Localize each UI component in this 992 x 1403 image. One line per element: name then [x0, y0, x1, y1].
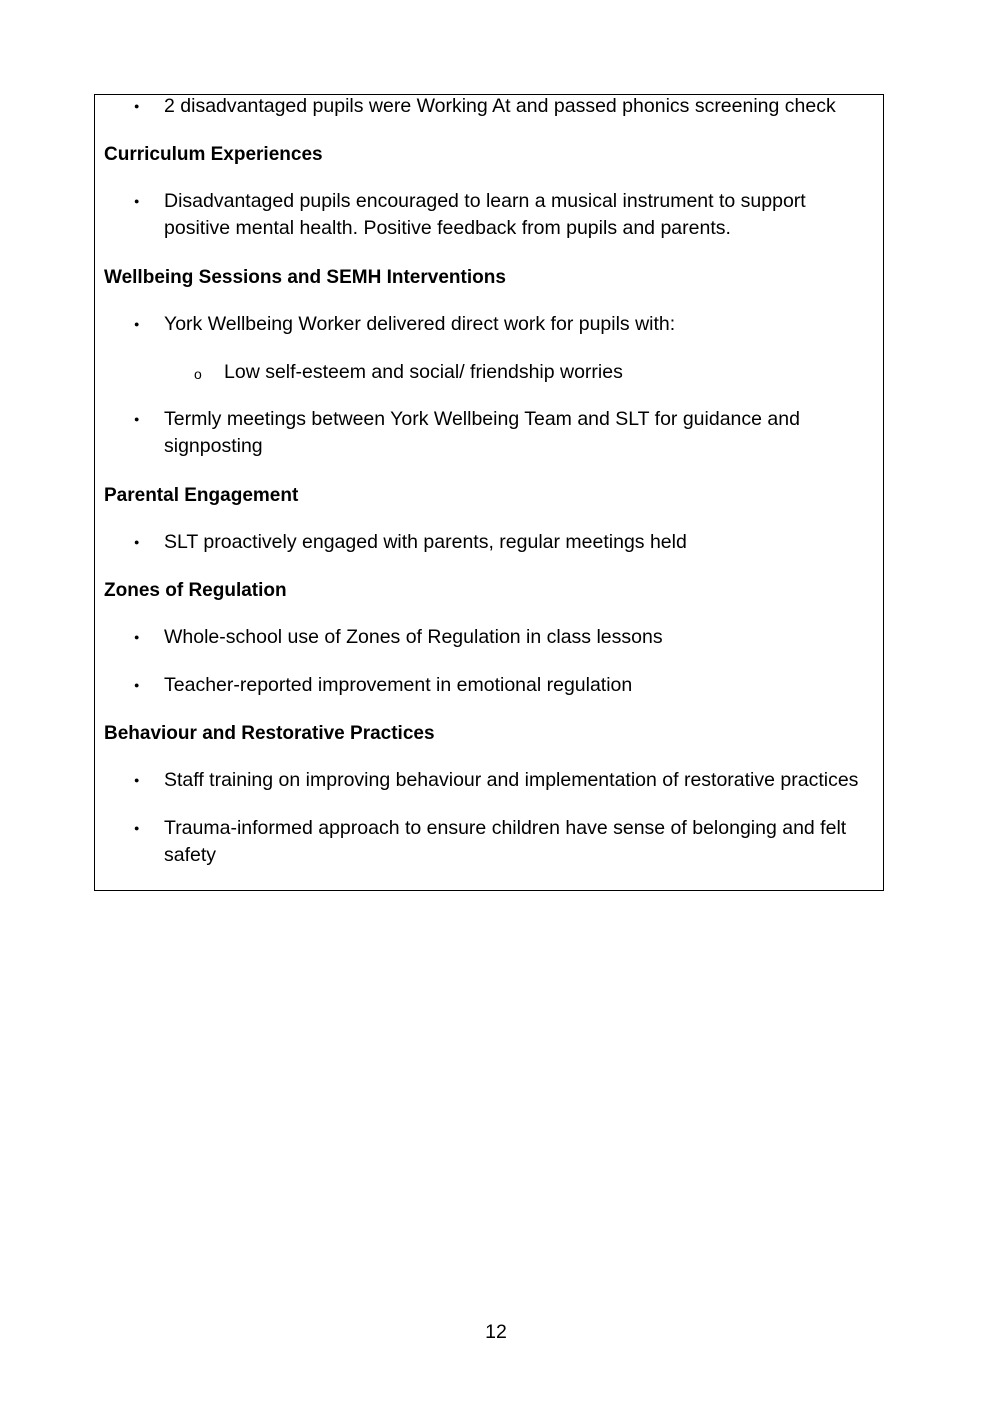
list-item: Disadvantaged pupils encouraged to learn a musical instrument to support positive mental health. Positive feedback from pupils and parents.: [164, 190, 806, 239]
bullet-icon: ●: [134, 680, 140, 690]
section-heading-wellbeing: Wellbeing Sessions and SEMH Interventions: [104, 267, 506, 288]
page-number: 12: [485, 1321, 507, 1343]
bullet-icon: ●: [134, 101, 140, 111]
section-heading-behaviour: Behaviour and Restorative Practices: [104, 723, 435, 744]
list-item: Trauma-informed approach to ensure children have sense of belonging and felt safety: [164, 817, 847, 866]
list-item: York Wellbeing Worker delivered direct work for pupils with:: [164, 313, 676, 335]
bullet-icon: ●: [134, 196, 140, 206]
bullet-icon: ●: [134, 414, 140, 424]
list-item: Termly meetings between York Wellbeing Team and SLT for guidance and signposting: [164, 408, 800, 457]
bullet-icon: ●: [134, 632, 140, 642]
list-item: 2 disadvantaged pupils were Working At and passed phonics screening check: [164, 95, 836, 117]
list-item: Whole-school use of Zones of Regulation in class lessons: [164, 626, 663, 648]
sub-bullet-icon: o: [194, 366, 202, 382]
section-heading-curriculum: Curriculum Experiences: [104, 144, 323, 165]
list-item: Staff training on improving behaviour and implementation of restorative practices: [164, 769, 859, 791]
list-item: SLT proactively engaged with parents, regular meetings held: [164, 531, 687, 553]
sub-list-item: Low self-esteem and social/ friendship worries: [224, 361, 623, 383]
section-heading-zones: Zones of Regulation: [104, 580, 287, 601]
bullet-icon: ●: [134, 319, 140, 329]
bullet-icon: ●: [134, 537, 140, 547]
list-item: Teacher-reported improvement in emotional regulation: [164, 674, 633, 696]
bullet-icon: ●: [134, 823, 140, 833]
bullet-icon: ●: [134, 775, 140, 785]
section-heading-parental: Parental Engagement: [104, 485, 299, 506]
